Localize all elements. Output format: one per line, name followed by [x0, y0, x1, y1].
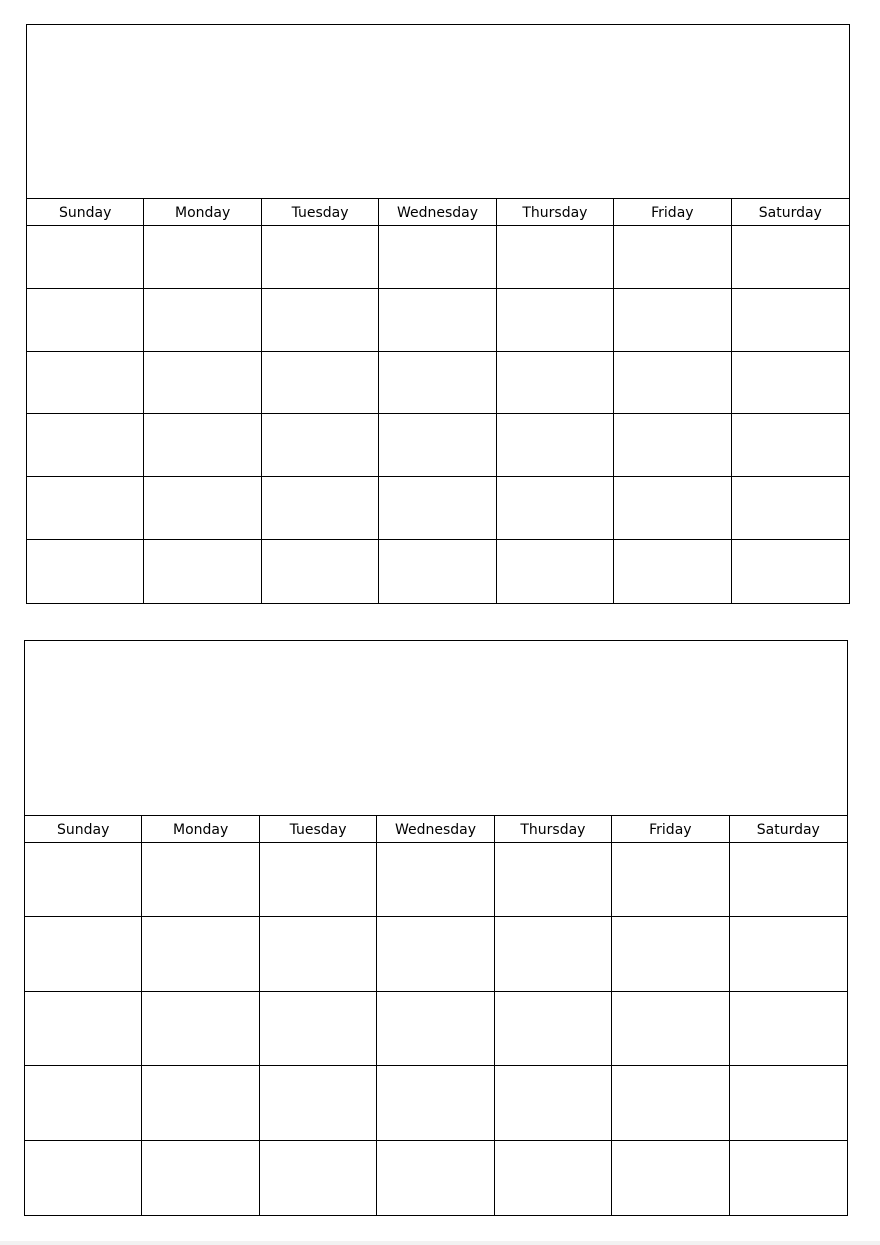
day-cell: [142, 917, 259, 991]
day-cell: [732, 414, 849, 477]
day-cell: [495, 992, 612, 1066]
day-cell: [614, 477, 731, 540]
day-cell: [25, 917, 142, 991]
day-cell: [377, 1141, 494, 1215]
day-header-wednesday: Wednesday: [379, 198, 496, 226]
day-cell: [730, 917, 847, 991]
day-cell: [497, 226, 614, 289]
day-cell: [25, 1141, 142, 1215]
day-cell: [379, 414, 496, 477]
month-title-area: [27, 25, 849, 199]
day-cell: [144, 226, 261, 289]
day-cell: [27, 289, 144, 352]
page-edge: [0, 1241, 880, 1245]
day-cell: [379, 352, 496, 415]
day-cell: [27, 477, 144, 540]
calendar-bottom: [24, 640, 848, 1216]
day-cell: [27, 352, 144, 415]
day-header-sunday: Sunday: [27, 198, 144, 226]
day-cell: [497, 289, 614, 352]
day-cell: [144, 477, 261, 540]
day-cell: [379, 289, 496, 352]
day-cell: [260, 992, 377, 1066]
day-cell: [142, 992, 259, 1066]
day-cell: [144, 352, 261, 415]
day-cell: [614, 226, 731, 289]
day-cell: [260, 843, 377, 917]
day-cell: [379, 477, 496, 540]
day-cell: [495, 917, 612, 991]
day-cell: [377, 1066, 494, 1140]
day-cell: [142, 1066, 259, 1140]
day-cell: [614, 414, 731, 477]
day-header-friday: Friday: [614, 198, 731, 226]
day-cell: [262, 540, 379, 603]
day-cell: [377, 992, 494, 1066]
day-cell: [614, 352, 731, 415]
day-cell: [730, 992, 847, 1066]
day-cell: [614, 289, 731, 352]
day-cell: [142, 843, 259, 917]
calendar-top: [26, 24, 850, 604]
day-cell: [612, 843, 729, 917]
day-header-tuesday: Tuesday: [262, 198, 379, 226]
day-cell: [262, 226, 379, 289]
day-cell: [497, 352, 614, 415]
day-cell: [614, 540, 731, 603]
day-cell: [495, 843, 612, 917]
calendar-grid: [25, 815, 847, 1215]
day-cell: [612, 1066, 729, 1140]
day-cell: [497, 540, 614, 603]
day-header-wednesday: Wednesday: [377, 815, 494, 843]
day-cell: [495, 1066, 612, 1140]
day-cell: [262, 289, 379, 352]
day-header-saturday: Saturday: [730, 815, 847, 843]
day-cell: [612, 1141, 729, 1215]
day-cell: [262, 352, 379, 415]
day-cell: [732, 226, 849, 289]
day-cell: [25, 992, 142, 1066]
day-cell: [25, 843, 142, 917]
day-cell: [25, 1066, 142, 1140]
day-cell: [732, 540, 849, 603]
day-cell: [612, 917, 729, 991]
calendar-grid: [27, 198, 849, 603]
day-header-thursday: Thursday: [495, 815, 612, 843]
day-cell: [379, 540, 496, 603]
day-cell: [732, 477, 849, 540]
day-cell: [377, 843, 494, 917]
day-cell: [612, 992, 729, 1066]
day-header-sunday: Sunday: [25, 815, 142, 843]
day-cell: [732, 289, 849, 352]
day-cell: [144, 414, 261, 477]
day-cell: [730, 843, 847, 917]
day-cell: [27, 226, 144, 289]
day-header-monday: Monday: [144, 198, 261, 226]
day-cell: [262, 477, 379, 540]
month-title-area: [25, 641, 847, 816]
day-header-tuesday: Tuesday: [260, 815, 377, 843]
day-cell: [730, 1066, 847, 1140]
day-cell: [497, 477, 614, 540]
day-header-thursday: Thursday: [497, 198, 614, 226]
day-cell: [144, 540, 261, 603]
day-cell: [497, 414, 614, 477]
day-cell: [260, 1066, 377, 1140]
day-cell: [144, 289, 261, 352]
day-cell: [27, 414, 144, 477]
day-cell: [495, 1141, 612, 1215]
day-cell: [379, 226, 496, 289]
day-cell: [732, 352, 849, 415]
day-cell: [260, 917, 377, 991]
day-cell: [27, 540, 144, 603]
day-cell: [260, 1141, 377, 1215]
day-cell: [262, 414, 379, 477]
day-cell: [142, 1141, 259, 1215]
day-cell: [377, 917, 494, 991]
day-header-friday: Friday: [612, 815, 729, 843]
day-header-monday: Monday: [142, 815, 259, 843]
day-cell: [730, 1141, 847, 1215]
day-header-saturday: Saturday: [732, 198, 849, 226]
